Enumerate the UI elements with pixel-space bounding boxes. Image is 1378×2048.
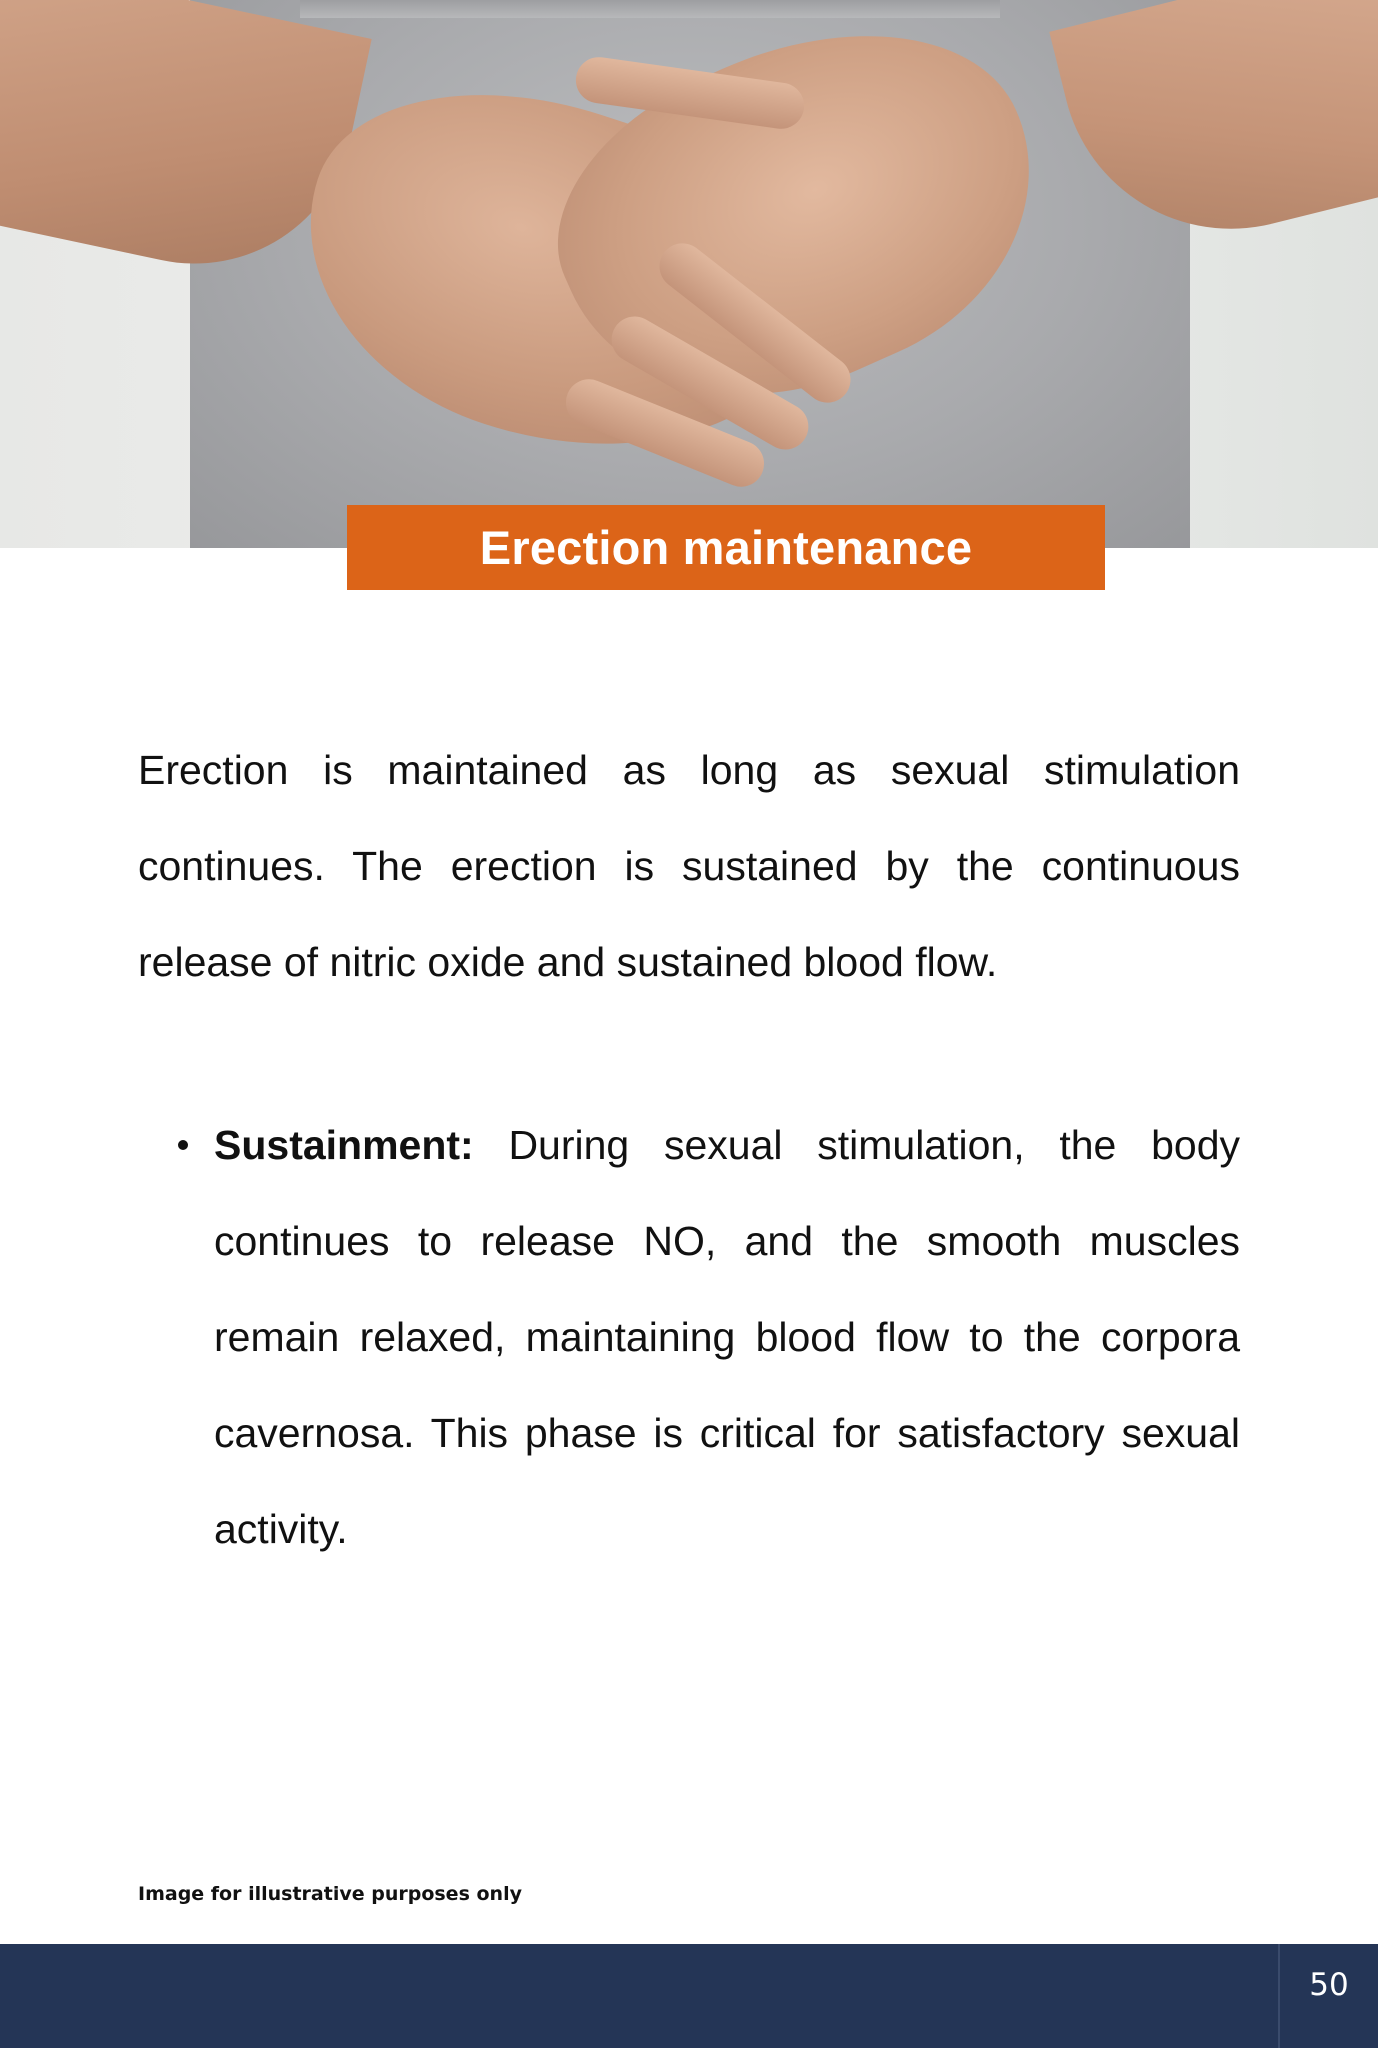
footer-bar [0,1944,1378,2048]
title-banner [347,505,1105,590]
hero-photo [0,0,1378,548]
bullet-term: Sustainment: [214,1122,474,1168]
bullet-icon [178,1140,188,1150]
bullet-text: During sexual stimulation, the body continues to release NO, and the smooth muscles remain relaxed, maintaining blood flow to the corpora cavernosa. This phase is critical for satisfactory sexual activity. [214,1122,1240,1552]
image-caption: Image for illustrative purposes only [138,1883,522,1905]
page-title: Erection maintenance [479,521,973,574]
list-item [138,1097,1240,1577]
intro-paragraph: Erection is maintained as long as sexual stimulation continues. The erection is sustained by the continuous release of nitric oxide and sustained blood flow. [138,747,1240,985]
page-number: 50 [1309,1967,1349,2003]
bullet-list [138,1097,1240,1577]
waistband [300,0,1000,18]
